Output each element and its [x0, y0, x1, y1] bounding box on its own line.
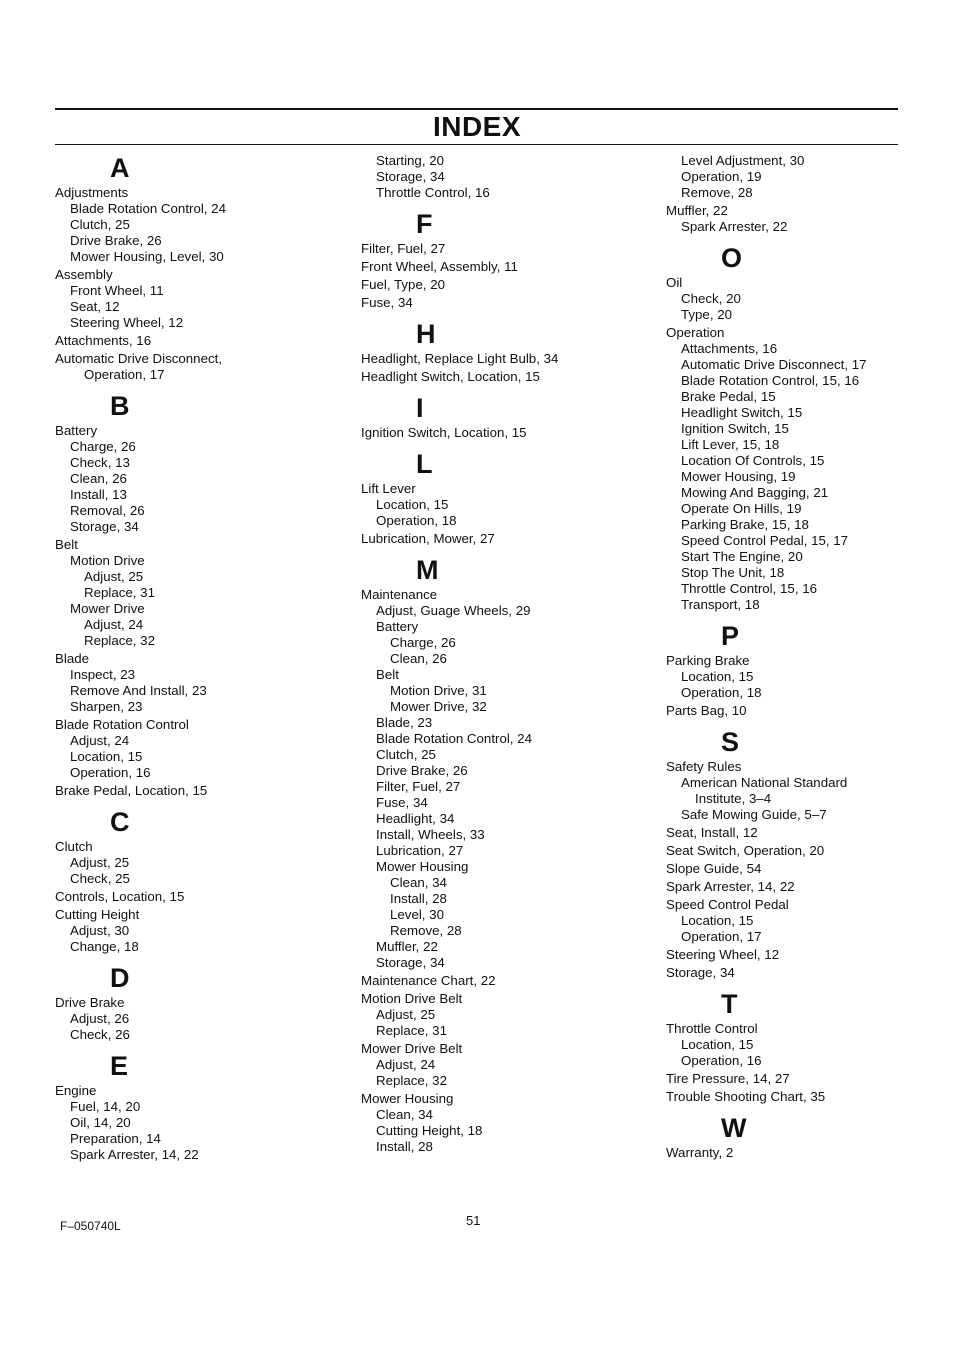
index-entry: Seat Switch, Operation, 20 [666, 843, 825, 858]
index-subentry: Charge, 26 [70, 439, 136, 454]
index-subentry: Stop The Unit, 18 [681, 565, 785, 580]
index-subentry: Clutch, 25 [70, 217, 130, 232]
index-subentry: Headlight, 34 [376, 811, 455, 826]
index-entry: Oil [666, 275, 683, 290]
index-subentry: Adjust, 25 [84, 569, 144, 584]
section-letter: C [110, 807, 130, 837]
index-subentry: Belt [376, 667, 399, 682]
index-subentry: Install, Wheels, 33 [376, 827, 485, 842]
index-subentry: Oil, 14, 20 [70, 1115, 131, 1130]
index-subentry: Preparation, 14 [70, 1131, 161, 1146]
index-subentry: Spark Arrester, 22 [681, 219, 788, 234]
index-subentry: Operation, 16 [70, 765, 151, 780]
index-subentry: Location, 15 [681, 669, 754, 684]
index-entry: Maintenance [361, 587, 438, 602]
index-entry: Belt [55, 537, 78, 552]
index-entry: Mower Housing [361, 1091, 454, 1106]
index-subentry: Operate On Hills, 19 [681, 501, 802, 516]
section-letter: I [416, 393, 424, 423]
section-letter: E [110, 1051, 129, 1081]
index-subentry: Automatic Drive Disconnect, 17 [681, 357, 867, 372]
index-subentry: Adjust, 26 [70, 1011, 130, 1026]
index-entry: Front Wheel, Assembly, 11 [361, 259, 518, 274]
index-entry: Headlight, Replace Light Bulb, 34 [361, 351, 559, 366]
index-entry: Drive Brake [55, 995, 125, 1010]
section-letter: B [110, 391, 130, 421]
index-subentry: Start The Engine, 20 [681, 549, 803, 564]
index-subentry: Check, 20 [681, 291, 741, 306]
index-subentry: Fuse, 34 [376, 795, 428, 810]
index-subentry: Transport, 18 [681, 597, 760, 612]
section-letter: W [721, 1113, 747, 1143]
index-subentry: Clutch, 25 [376, 747, 436, 762]
index-subentry: Adjust, 24 [70, 733, 130, 748]
index-subentry: Location Of Controls, 15 [681, 453, 825, 468]
index-subentry: Headlight Switch, 15 [681, 405, 803, 420]
index-subentry: Mower Housing, 19 [681, 469, 796, 484]
index-entry: Fuse, 34 [361, 295, 413, 310]
index-subentry: Check, 26 [70, 1027, 130, 1042]
index-entry: Mower Drive Belt [361, 1041, 463, 1056]
index-subentry: Location, 15 [681, 1037, 754, 1052]
index-subentry: Drive Brake, 26 [70, 233, 162, 248]
index-subentry: Clean, 34 [376, 1107, 433, 1122]
index-entry: Brake Pedal, Location, 15 [55, 783, 208, 798]
index-entry: Seat, Install, 12 [666, 825, 758, 840]
index-entry: Speed Control Pedal [666, 897, 789, 912]
index-entry: Fuel, Type, 20 [361, 277, 446, 292]
index-subentry: Remove And Install, 23 [70, 683, 207, 698]
index-entry: Automatic Drive Disconnect, [55, 351, 223, 366]
index-entry: Ignition Switch, Location, 15 [361, 425, 527, 440]
index-subentry: Mower Housing, Level, 30 [70, 249, 224, 264]
index-subentry: Adjust, 24 [376, 1057, 436, 1072]
index-entry: Spark Arrester, 14, 22 [666, 879, 795, 894]
index-subentry: Throttle Control, 15, 16 [681, 581, 817, 596]
index-subentry: Adjust, 25 [376, 1007, 436, 1022]
index-subentry: Parking Brake, 15, 18 [681, 517, 809, 532]
index-subentry: Lubrication, 27 [376, 843, 464, 858]
index-subentry: Mower Drive, 32 [390, 699, 487, 714]
index-subentry: Mowing And Bagging, 21 [681, 485, 829, 500]
index-subentry: Operation, 16 [681, 1053, 762, 1068]
index-subentry: Sharpen, 23 [70, 699, 143, 714]
index-entry: Safety Rules [666, 759, 742, 774]
index-entry: Parts Bag, 10 [666, 703, 747, 718]
index-subentry: Front Wheel, 11 [70, 283, 164, 298]
page-title: INDEX [432, 111, 522, 142]
index-subentry: Type, 20 [681, 307, 733, 322]
index-subentry: Battery [376, 619, 419, 634]
document-code: F–050740L [60, 1219, 121, 1233]
index-entry: Tire Pressure, 14, 27 [666, 1071, 790, 1086]
index-subentry: Institute, 3–4 [695, 791, 772, 806]
index-subentry: Location, 15 [681, 913, 754, 928]
index-subentry: Safe Mowing Guide, 5–7 [681, 807, 827, 822]
index-column-1 [55, 153, 345, 1163]
index-subentry: Steering Wheel, 12 [70, 315, 184, 330]
index-entry: Attachments, 16 [55, 333, 152, 348]
index-entry: Adjustments [55, 185, 129, 200]
index-subentry: Attachments, 16 [681, 341, 778, 356]
index-subentry: Fuel, 14, 20 [70, 1099, 141, 1114]
index-entry: Blade Rotation Control [55, 717, 189, 732]
index-subentry: Clean, 26 [390, 651, 447, 666]
index-entry: Blade [55, 651, 90, 666]
index-entry: Slope Guide, 54 [666, 861, 762, 876]
index-subentry: Brake Pedal, 15 [681, 389, 776, 404]
index-subentry: Check, 13 [70, 455, 130, 470]
index-subentry: Adjust, 25 [70, 855, 130, 870]
section-letter: S [721, 727, 740, 757]
index-entry: Filter, Fuel, 27 [361, 241, 446, 256]
section-letter: A [110, 153, 130, 183]
index-subentry: Lift Lever, 15, 18 [681, 437, 780, 452]
index-subentry: Ignition Switch, 15 [681, 421, 789, 436]
index-subentry: Blade Rotation Control, 15, 16 [681, 373, 860, 388]
index-subentry: Operation, 17 [681, 929, 762, 944]
index-subentry: Location, 15 [376, 497, 449, 512]
section-letter: F [416, 209, 433, 239]
index-entry: Headlight Switch, Location, 15 [361, 369, 540, 384]
index-subentry: Blade Rotation Control, 24 [70, 201, 226, 216]
index-entry: Throttle Control [666, 1021, 758, 1036]
index-entry: Controls, Location, 15 [55, 889, 185, 904]
index-subentry: Adjust, Guage Wheels, 29 [376, 603, 531, 618]
index-subentry: Operation, 19 [681, 169, 762, 184]
index-subentry: Operation, 18 [376, 513, 457, 528]
index-subentry: Location, 15 [70, 749, 143, 764]
index-subentry: Spark Arrester, 14, 22 [70, 1147, 199, 1162]
index-entry: Clutch [55, 839, 93, 854]
index-subentry: Seat, 12 [70, 299, 120, 314]
index-subentry: Install, 28 [376, 1139, 433, 1154]
index-subentry: Muffler, 22 [376, 939, 438, 954]
section-letter: P [721, 621, 740, 651]
page-number: 51 [466, 1213, 481, 1228]
index-subentry: Level, 30 [390, 907, 444, 922]
index-subentry: Level Adjustment, 30 [681, 153, 805, 168]
index-entry: Assembly [55, 267, 113, 282]
section-letter: D [110, 963, 130, 993]
index-entry: Cutting Height [55, 907, 140, 922]
index-entry: Steering Wheel, 12 [666, 947, 780, 962]
index-entry: Engine [55, 1083, 97, 1098]
index-subentry: Filter, Fuel, 27 [376, 779, 461, 794]
index-subentry: Charge, 26 [390, 635, 456, 650]
index-entry: Warranty, 2 [666, 1145, 734, 1160]
index-subentry: Storage, 34 [376, 169, 445, 184]
index-subentry: Install, 28 [390, 891, 447, 906]
section-letter: T [721, 989, 738, 1019]
index-subentry: Replace, 31 [84, 585, 155, 600]
index-subentry: Operation, 17 [84, 367, 165, 382]
index-subentry: American National Standard [681, 775, 848, 790]
top-rule [55, 108, 898, 110]
index-subentry: Speed Control Pedal, 15, 17 [681, 533, 849, 548]
section-letter: L [416, 449, 433, 479]
section-letter: M [416, 555, 439, 585]
index-subentry: Remove, 28 [390, 923, 462, 938]
index-entry: Parking Brake [666, 653, 750, 668]
index-subentry: Removal, 26 [70, 503, 145, 518]
index-subentry: Blade, 23 [376, 715, 433, 730]
index-subentry: Mower Housing [376, 859, 469, 874]
index-subentry: Clean, 34 [390, 875, 447, 890]
section-letter: O [721, 243, 743, 273]
index-subentry: Install, 13 [70, 487, 127, 502]
index-entry: Battery [55, 423, 98, 438]
index-subentry: Adjust, 30 [70, 923, 130, 938]
index-subentry: Replace, 31 [376, 1023, 447, 1038]
index-entry: Maintenance Chart, 22 [361, 973, 496, 988]
index-subentry: Throttle Control, 16 [376, 185, 490, 200]
index-subentry: Storage, 34 [70, 519, 139, 534]
index-entry: Storage, 34 [666, 965, 735, 980]
index-subentry: Inspect, 23 [70, 667, 136, 682]
index-subentry: Operation, 18 [681, 685, 762, 700]
index-entry: Lubrication, Mower, 27 [361, 531, 495, 546]
index-subentry: Storage, 34 [376, 955, 445, 970]
index-subentry: Cutting Height, 18 [376, 1123, 483, 1138]
index-subentry: Motion Drive, 31 [390, 683, 487, 698]
index-entry: Operation [666, 325, 725, 340]
index-subentry: Drive Brake, 26 [376, 763, 468, 778]
index-subentry: Replace, 32 [84, 633, 155, 648]
index-column-2 [361, 153, 651, 1155]
index-subentry: Clean, 26 [70, 471, 127, 486]
index-subentry: Mower Drive [70, 601, 145, 616]
index-column-3 [666, 153, 954, 1161]
section-letter: H [416, 319, 436, 349]
index-subentry: Blade Rotation Control, 24 [376, 731, 532, 746]
index-entry: Trouble Shooting Chart, 35 [666, 1089, 826, 1104]
index-subentry: Check, 25 [70, 871, 130, 886]
index-entry: Muffler, 22 [666, 203, 728, 218]
index-subentry: Motion Drive [70, 553, 145, 568]
index-subentry: Adjust, 24 [84, 617, 144, 632]
index-entry: Motion Drive Belt [361, 991, 463, 1006]
title-rule [55, 144, 898, 145]
index-subentry: Starting, 20 [376, 153, 445, 168]
index-entry: Lift Lever [361, 481, 416, 496]
index-subentry: Change, 18 [70, 939, 139, 954]
index-subentry: Remove, 28 [681, 185, 753, 200]
index-subentry: Replace, 32 [376, 1073, 447, 1088]
